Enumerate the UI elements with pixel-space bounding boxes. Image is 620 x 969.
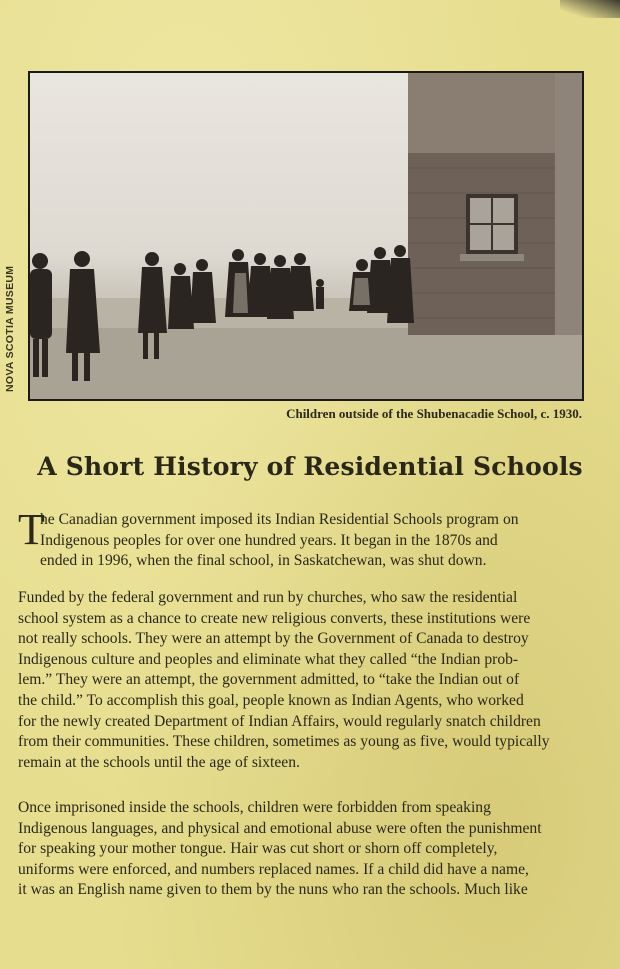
photo-illustration — [30, 73, 582, 399]
text-line: from their communities. These children, sometimes as young as five, would typically — [18, 733, 550, 751]
photo-ground-shadow — [30, 328, 582, 399]
text-line: it was an English name given to them by the nuns who ran the schools. Much like — [18, 881, 528, 899]
text-line: Indigenous languages, and physical and emotional abuse were often the punishment — [18, 819, 542, 837]
text-line: remain at the schools until the age of sixteen. — [18, 753, 300, 771]
text-line: for the newly created Department of Indian Affairs, would regularly snatch children — [18, 712, 541, 730]
page-title: A Short History of Residential Schools — [37, 452, 583, 481]
text-line: lem.” They were an attempt, the government admitted, to “take the Indian out of — [18, 671, 520, 689]
text-line: school system as a chance to create new religious converts, these institutions were — [18, 609, 531, 627]
paragraph-1 — [18, 505, 578, 572]
text-line: Indigenous peoples for over one hundred years. It began in the 1870s and — [40, 531, 498, 549]
text-line: uniforms were enforced, and numbers replaced names. If a child did have a name, — [18, 860, 529, 878]
building-corner — [555, 73, 582, 335]
text-line: ended in 1996, when the final school, in Saskatchewan, was shut down. — [40, 552, 487, 570]
text-line: the child.” To accomplish this goal, people known as Indian Agents, who worked — [18, 691, 524, 709]
paragraph-2 — [18, 588, 578, 773]
drop-cap: T — [18, 505, 45, 554]
photo-caption: Children outside of the Shubenacadie School, c. 1930. — [286, 406, 582, 421]
window-sill — [460, 254, 524, 261]
text-line: not really schools. They were an attempt by the Government of Canada to destroy — [18, 630, 529, 648]
text-line: Indigenous culture and peoples and eliminate what they called “the Indian prob- — [18, 650, 519, 668]
historical-photo-frame — [28, 71, 584, 401]
paragraph-3 — [18, 798, 578, 901]
historical-photo — [30, 73, 582, 399]
text-line: Once imprisoned inside the schools, children were forbidden from speaking — [18, 799, 491, 816]
page-corner-shadow — [560, 0, 620, 18]
photo-credit: NOVA SCOTIA MUSEUM — [4, 265, 16, 392]
text-line: Funded by the federal government and run by churches, who saw the residential — [18, 589, 518, 606]
text-line: he Canadian government imposed its Indian Residential Schools program on — [40, 511, 519, 528]
text-line: for speaking your mother tongue. Hair was cut short or shorn off completely, — [18, 840, 498, 858]
